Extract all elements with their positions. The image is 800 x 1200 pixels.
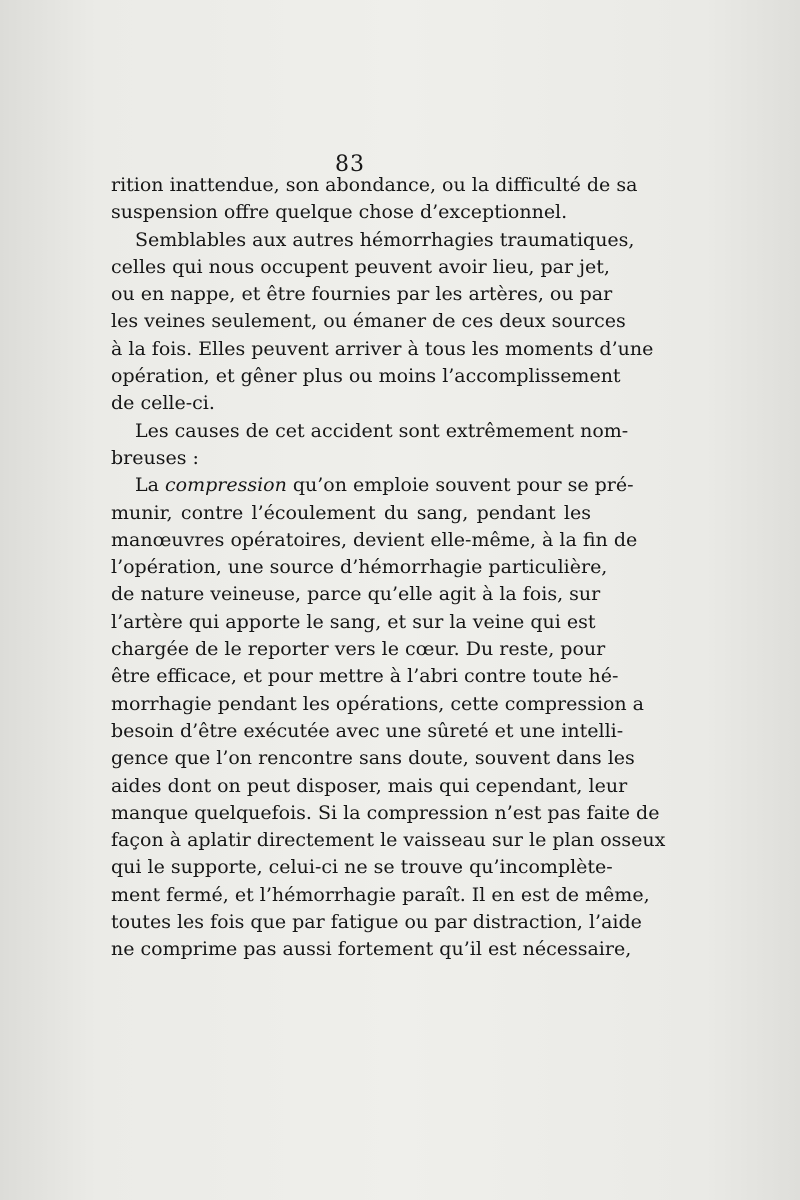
text-line: les veines seulement, ou émaner de ces deux sources <box>111 310 626 333</box>
text-line: manque quelquefois. Si la compression n’est pas faite de <box>111 801 660 824</box>
text-line: rition inattendue, son abondance, ou la difficulté de sa <box>111 174 638 196</box>
text-line: à la fois. Elles peuvent arriver à tous les moments d’une <box>111 337 654 360</box>
text-line: façon à aplatir directement le vaisseau sur le plan osseux <box>111 829 666 852</box>
page-number: 83 <box>335 152 365 177</box>
text-line: qui le supporte, celui-ci ne se trouve qu’incomplète- <box>111 856 613 879</box>
text-line: suspension offre quelque chose d’exceptionnel. <box>111 201 568 224</box>
text-line: de nature veineuse, parce qu’elle agit à la fois, sur <box>111 583 601 606</box>
text-line: morrhagie pendant les opérations, cette compression a <box>111 692 644 715</box>
text-line: gence que l’on rencontre sans doute, souvent dans les <box>111 747 635 770</box>
text-line: l’artère qui apporte le sang, et sur la veine qui est <box>111 610 596 633</box>
body-text <box>111 172 666 964</box>
text-line: breuses : <box>111 446 199 469</box>
text-line: chargée de le reporter vers le cœur. Du reste, pour <box>111 638 606 661</box>
text-line: opération, et gêner plus ou moins l’accomplissement <box>111 365 621 388</box>
text-line: de celle-ci. <box>111 392 215 415</box>
text-line: munir, contre l’écoulement du sang, pendant les <box>111 501 591 524</box>
text-line: Semblables aux autres hémorrhagies traumatiques, <box>135 228 635 251</box>
text-line: ment fermé, et l’hémorrhagie paraît. Il en est de même, <box>111 883 650 906</box>
text-line: ne comprime pas aussi fortement qu’il est nécessaire, <box>111 938 632 961</box>
text-line: ou en nappe, et être fournies par les artères, ou par <box>111 283 613 306</box>
emphasized-word: compression <box>164 474 287 497</box>
text-line: manœuvres opératoires, devient elle-même, à la fin de <box>111 528 638 551</box>
text-line: l’opération, une source d’hémorrhagie particulière, <box>111 556 608 579</box>
text-line: La compression qu’on emploie souvent pour se pré- <box>135 474 634 497</box>
text-line: aides dont on peut disposer, mais qui cependant, leur <box>111 774 628 797</box>
text-line: celles qui nous occupent peuvent avoir lieu, par jet, <box>111 255 610 278</box>
text-line: besoin d’être exécutée avec une sûreté et une intelli- <box>111 719 624 742</box>
text-line: être efficace, et pour mettre à l’abri contre toute hé- <box>111 665 619 688</box>
text-line: Les causes de cet accident sont extrêmement nom- <box>135 419 629 442</box>
text-line: toutes les fois que par fatigue ou par distraction, l’aide <box>111 911 642 934</box>
